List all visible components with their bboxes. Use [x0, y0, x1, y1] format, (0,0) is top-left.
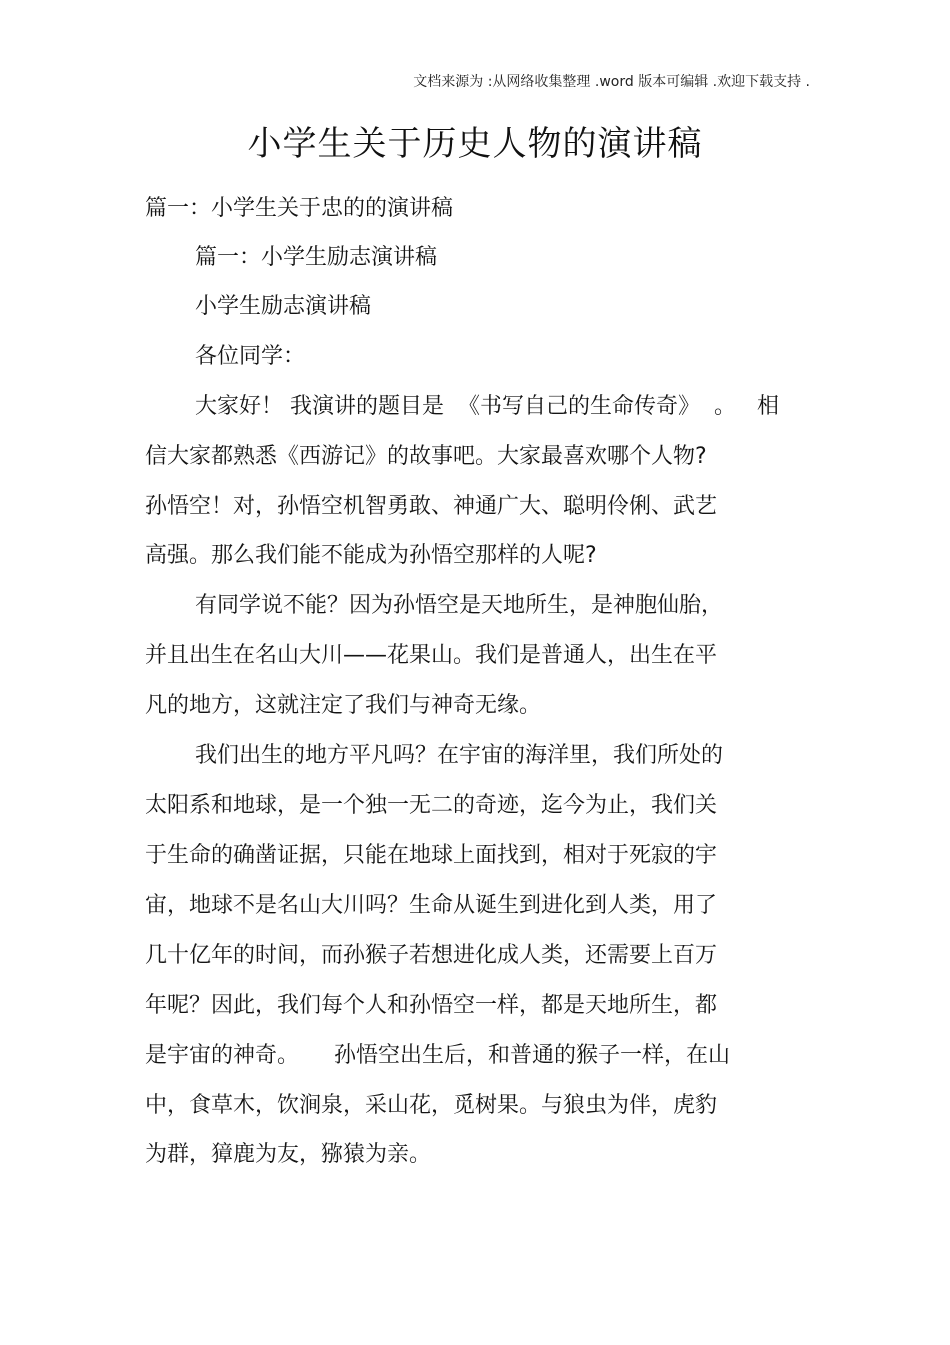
paragraph-line: 高强。那么我们能不能成为孙悟空那样的人呢?	[145, 543, 597, 568]
paragraph-line: 年呢？因此，我们每个人和孙悟空一样，都是天地所生，都	[145, 993, 718, 1018]
subsection-heading: 篇一：小学生励志演讲稿	[195, 245, 438, 270]
paragraph-line: 为群，獐鹿为友，猕猿为亲。	[145, 1142, 432, 1167]
paragraph-line: 于生命的确凿证据，只能在地球上面找到，相对于死寂的宇	[145, 843, 718, 868]
paragraph-line: 中，食草木，饮涧泉，采山花，觅树果。与狼虫为伴，虎豹	[145, 1093, 718, 1118]
paragraph-line: 凡的地方，这就注定了我们与神奇无缘。	[145, 693, 542, 718]
speech-title: 小学生励志演讲稿	[195, 294, 372, 319]
salutation: 各位同学：	[195, 344, 306, 369]
paragraph-line: 信大家都熟悉《西游记》的故事吧。大家最喜欢哪个人物?	[145, 444, 707, 469]
paragraph-line: 孙悟空！对，孙悟空机智勇敢、神通广大、聪明伶俐、武艺	[145, 494, 718, 519]
source-note: 文档来源为 :从网络收集整理 .word 版本可编辑 .欢迎下载支持 .	[413, 74, 810, 90]
paragraph-line: 宙，地球不是名山大川吗？生命从诞生到进化到人类，用了	[145, 893, 718, 918]
paragraph-line: 有同学说不能？因为孙悟空是天地所生，是神胞仙胎，	[195, 593, 724, 618]
paragraph-line: 我们出生的地方平凡吗？在宇宙的海洋里，我们所处的	[195, 743, 724, 768]
document-title: 小学生关于历史人物的演讲稿	[247, 124, 703, 164]
section-heading: 篇一：小学生关于忠的的演讲稿	[145, 196, 454, 221]
paragraph-line: 大家好！ 我演讲的题目是 《书写自己的生命传奇》 。 相	[195, 394, 779, 419]
paragraph-line: 并且出生在名山大川——花果山。我们是普通人，出生在平	[145, 643, 718, 668]
paragraph-line: 太阳系和地球，是一个独一无二的奇迹，迄今为止，我们关	[145, 793, 718, 818]
paragraph-line: 几十亿年的时间，而孙猴子若想进化成人类，还需要上百万	[145, 943, 718, 968]
paragraph-line: 是宇宙的神奇。 孙悟空出生后，和普通的猴子一样，在山	[145, 1043, 730, 1068]
